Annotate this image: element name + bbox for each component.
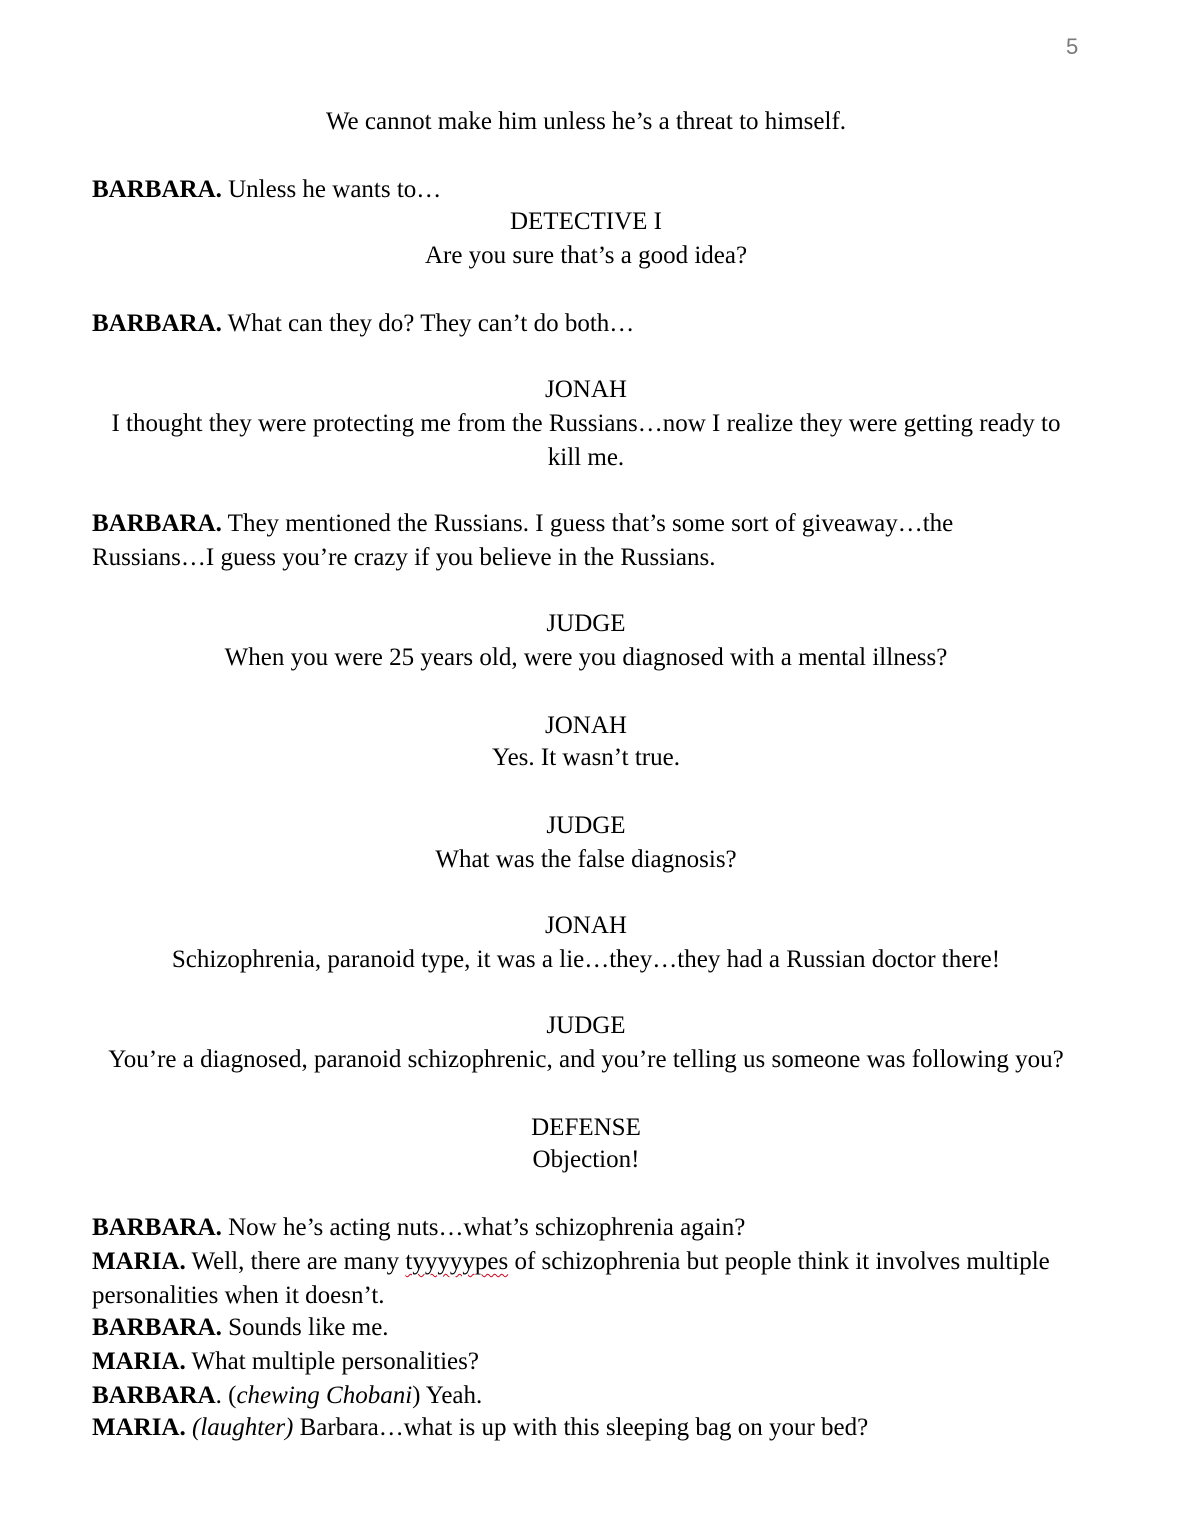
stage-direction: chewing Chobani [236,1382,413,1409]
page-number: 5 [1066,34,1079,59]
speaker-name: BARBARA. [92,176,222,203]
character-cue: JUDGE [546,610,626,637]
dialogue-line [92,1381,482,1411]
dialogue-line: Yes. It wasn’t true. [492,744,680,771]
character-cue: JONAH [545,712,627,739]
dialogue-line: We cannot make him unless he’s a threat to himself. [325,108,847,135]
dialogue-line: You’re a diagnosed, paranoid schizophrenic, and you’re telling us someone was following you? [108,1046,1064,1073]
dialogue-line [92,309,634,339]
dialogue-text: Well, there are many [185,1248,406,1275]
dialogue-text: Barbara…what is up with this sleeping bag on your bed? [293,1414,869,1441]
dialogue-text: of schizophrenia but people think it involves multiple [508,1248,1050,1275]
dialogue-text: Unless he wants to… [221,176,442,203]
dialogue-line: I thought they were protecting me from the Russians…now I realize they were getting ready to [111,410,1061,437]
dialogue-text: Now he’s acting nuts…what’s schizophrenia again? [221,1214,746,1241]
dialogue-line: Schizophrenia, paranoid type, it was a lie…they…they had a Russian doctor there! [171,946,1001,973]
dialogue-line [92,1213,745,1243]
dialogue-line: kill me. [547,444,625,471]
dialogue-text: ) Yeah. [412,1382,483,1409]
dialogue-text: Sounds like me. [221,1314,389,1341]
dialogue-line: Russians…I guess you’re crazy if you believe in the Russians. [92,544,716,571]
dialogue-line [92,1347,479,1377]
character-cue: JUDGE [546,1012,626,1039]
stage-direction: (laughter) [192,1414,294,1441]
dialogue-text: . ( [215,1382,237,1409]
speaker-name: BARBARA [92,1382,216,1409]
dialogue-line: What was the false diagnosis? [435,846,737,873]
dialogue-text: They mentioned the Russians. I guess that’s some sort of giveaway…the [221,510,954,537]
speaker-name: BARBARA. [92,1214,222,1241]
speaker-name: BARBARA. [92,510,222,537]
dialogue-line [92,1247,1050,1277]
dialogue-text: What can they do? They can’t do both… [221,310,635,337]
speaker-name: BARBARA. [92,1314,222,1341]
speaker-name: MARIA. [92,1414,186,1441]
dialogue-text: What multiple personalities? [185,1348,479,1375]
dialogue-line [92,175,441,205]
speaker-name: BARBARA. [92,310,222,337]
character-cue: DEFENSE [531,1114,641,1141]
character-cue: JONAH [545,912,627,939]
speaker-name: MARIA. [92,1248,186,1275]
dialogue-line: personalities when it doesn’t. [92,1282,385,1309]
character-cue: JUDGE [546,812,626,839]
dialogue-line [92,1413,868,1443]
speaker-name: MARIA. [92,1348,186,1375]
dialogue-line: Are you sure that’s a good idea? [424,242,748,269]
dialogue-line: Objection! [532,1146,640,1173]
dialogue-line [92,509,953,539]
dialogue-line: When you were 25 years old, were you diagnosed with a mental illness? [224,644,948,671]
character-cue: JONAH [545,376,627,403]
spellcheck-flagged-word[interactable]: tyyyyypes [405,1248,509,1275]
dialogue-line [92,1313,389,1343]
character-cue: DETECTIVE I [509,208,663,235]
